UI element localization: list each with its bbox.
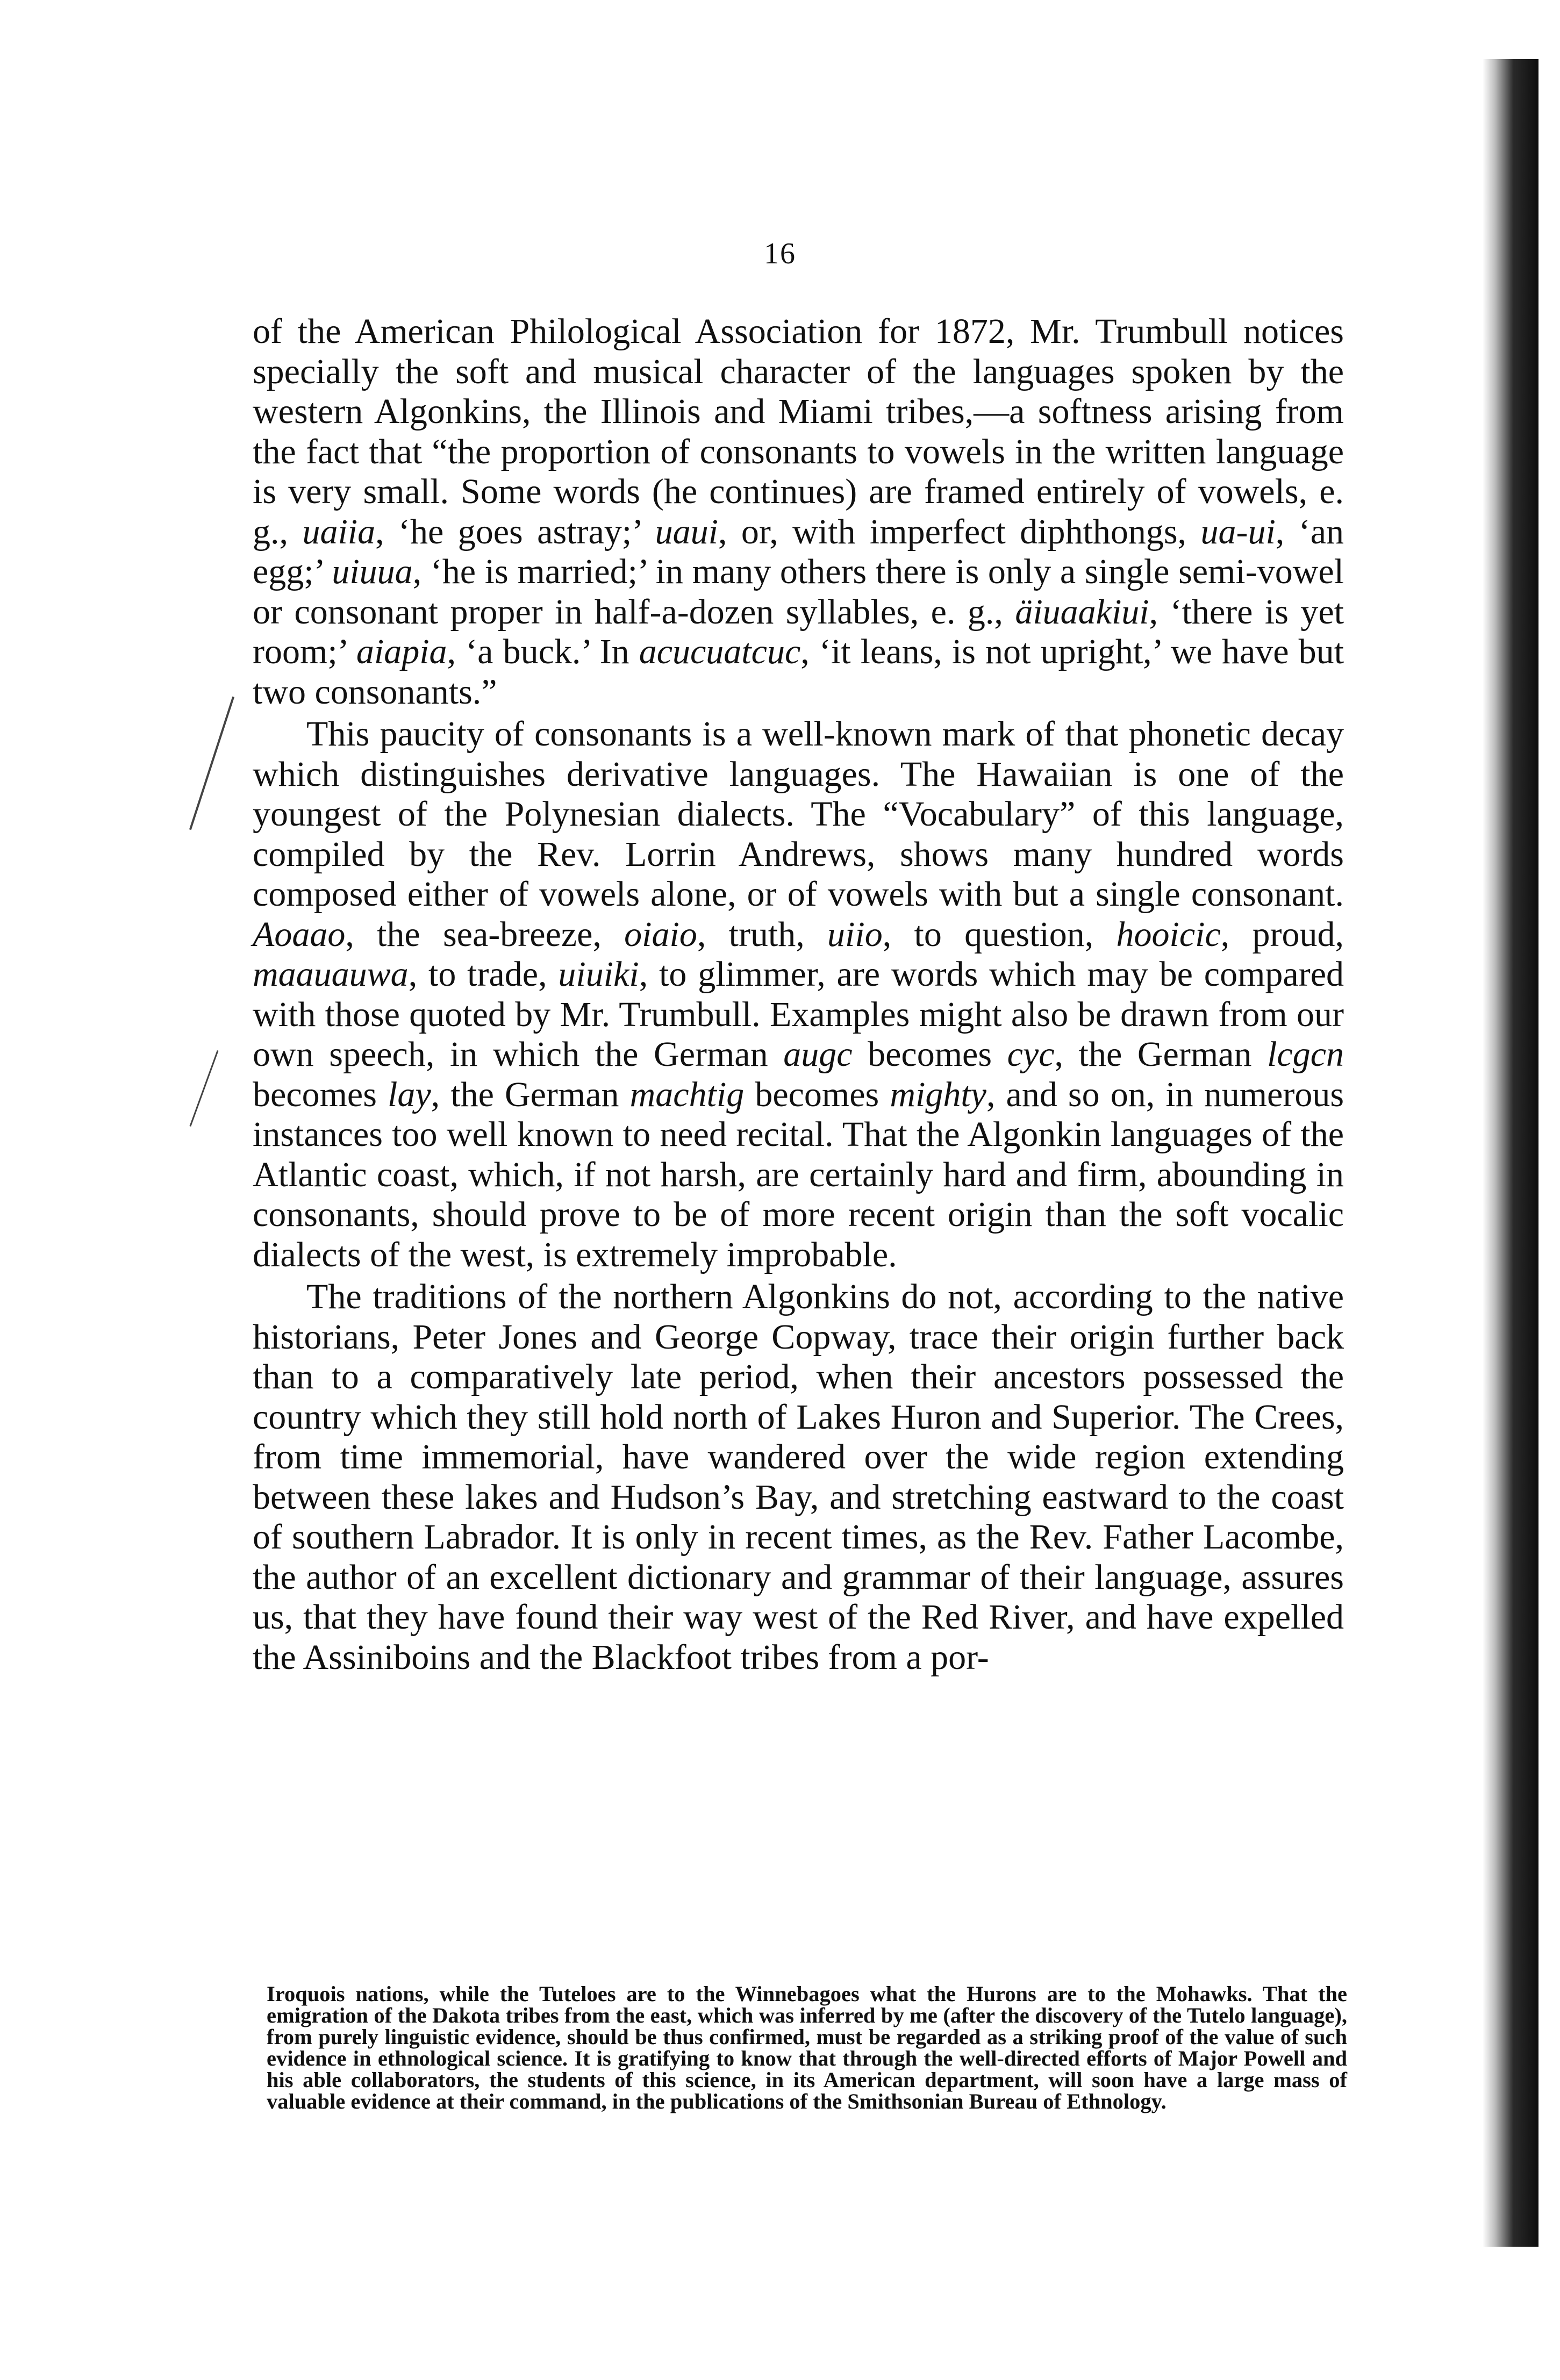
text-run: , ‘it leans, is not upright,’ we have but two consonants.”: [253, 632, 1344, 712]
paragraph: [253, 312, 1344, 712]
italic-term: maauauwa: [253, 955, 409, 994]
text-run: becomes: [253, 1074, 388, 1114]
text-run: , ‘an egg;’: [253, 512, 1344, 591]
italic-term: aiapia: [356, 632, 447, 671]
paragraph: [253, 1277, 1344, 1678]
italic-term: uiuua: [332, 552, 413, 591]
italic-term: oiaio: [624, 914, 697, 954]
text-run: of the American Philological Association for 1872, Mr. Trumbull notices specially the soft and musical character of the languages spoken by the western Algonkins, the Illinois and Miami tribes,—a softness arising from the fact that “the proportion of consonants to vowels in the written language is very small. Some words (he continues) are framed entirely of vowels, e. g.,: [253, 312, 1344, 551]
scanned-page-edge: [1483, 59, 1538, 2247]
italic-term: lay: [388, 1074, 431, 1114]
paragraph: [253, 714, 1344, 1275]
text-run: , truth,: [697, 914, 828, 954]
italic-term: lcgcn: [1267, 1035, 1344, 1074]
italic-term: uiuiki: [558, 955, 639, 994]
footnote: Iroquois nations, while the Tuteloes are to the Winnebagoes what the Hurons are to the Mohawks. That the emigration of the Dakota tribes from the east, which was inferred by me (after the discovery of the Tutelo language), from purely linguistic evidence, should be thus confirmed, must be regarded as a striking proof of the value of such evidence in ethnological science. It is gratifying to know that through the well-directed efforts of Major Powell and his able collaborators, the students of this science, in its American department, will soon have a large mass of valuable evidence at their command, in the publications of the Smithsonian Bureau of Ethnology.: [267, 1982, 1347, 2113]
text-run: This paucity of consonants is a well-known mark of that phonetic decay which distinguishes derivative languages. The Hawaiian is one of the youngest of the Polynesian dialects. The “Vocabulary” of this language, compiled by the Rev. Lorrin Andrews, shows many hundred words composed either of vowels alone, or of vowels with but a single consonant.: [253, 714, 1344, 914]
pencil-mark: [189, 1050, 218, 1127]
pencil-mark: [189, 697, 234, 830]
body-text: [253, 312, 1344, 1678]
italic-term: hooicic: [1116, 914, 1221, 954]
text-run: , proud,: [1220, 914, 1344, 954]
text-run: , ‘he is married;’ in many others there is only a single semi-vowel or consonant proper in half-a-dozen syllables, e. g.,: [253, 552, 1344, 632]
italic-term: augc: [783, 1035, 853, 1074]
text-run: , and so on, in numerous instances too well known to need recital. That the Algonkin languages of the Atlantic coast, which, if not harsh, are certainly hard and firm, abounding in consonants, should prove to be of more recent origin than the soft vocalic dialects of the west, is extremely improbable.: [253, 1074, 1344, 1274]
text-run: , to question,: [882, 914, 1117, 954]
italic-term: uaiia: [302, 512, 376, 551]
text-run: The traditions of the northern Algonkins do not, according to the native historians, Peter Jones and George Copway, trace their origin further back than to a comparatively late period, when their ancestors possessed the country which they still hold north of Lakes Huron and Superior. The Crees, from time immemorial, have wandered over the wide region extending between these lakes and Hudson’s Bay, and stretching eastward to the coast of southern Labrador. It is only in recent times, as the Rev. Father Lacombe, the author of an excellent dictionary and grammar of their language, assures us, that they have found their way west of the Red River, and have expelled the Assiniboins and the Blackfoot tribes from a por-: [253, 1277, 1344, 1677]
text-run: , or, with imperfect diphthongs,: [718, 512, 1201, 551]
italic-term: äiuaakiui: [1015, 592, 1149, 632]
text-run: becomes: [744, 1074, 890, 1114]
page-number: 16: [764, 237, 796, 270]
text-run: , the German: [1054, 1035, 1268, 1074]
italic-term: ua-ui: [1200, 512, 1276, 551]
text-run: , the sea-breeze,: [345, 914, 625, 954]
text-run: becomes: [852, 1035, 1007, 1074]
text-run: , the German: [431, 1074, 630, 1114]
italic-term: uaui: [655, 512, 718, 551]
text-run: , ‘a buck.’ In: [447, 632, 639, 671]
text-run: , to glimmer, are words which may be compared with those quoted by Mr. Trumbull. Examples might also be drawn from our own speech, in which the German: [253, 955, 1344, 1074]
italic-term: Aoaao: [253, 914, 346, 954]
text-run: , ‘there is yet room;’: [253, 592, 1344, 671]
italic-term: mighty: [890, 1074, 986, 1114]
italic-term: acucuatcuc: [639, 632, 801, 671]
text-run: , to trade,: [408, 955, 559, 994]
italic-term: cyc: [1007, 1035, 1055, 1074]
italic-term: machtig: [629, 1074, 745, 1114]
text-run: , ‘he goes astray;’: [375, 512, 655, 551]
italic-term: uiio: [827, 914, 883, 954]
